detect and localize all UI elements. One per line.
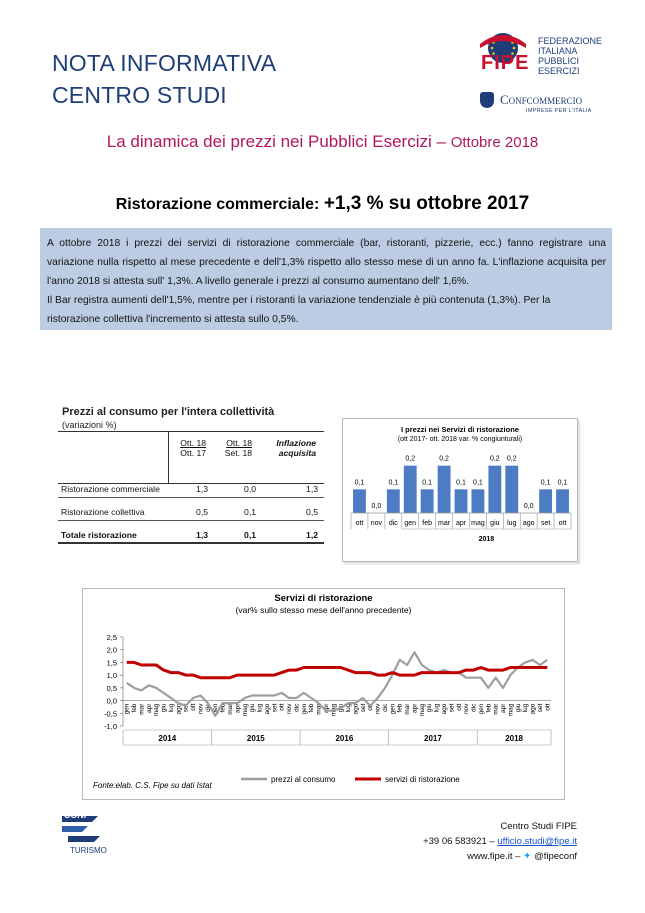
line-chart-x-tick-label: ott xyxy=(190,703,198,711)
bar-chart-bar xyxy=(404,466,417,513)
line-chart-x-tick-label: gen xyxy=(300,703,308,715)
line-chart-x-tick-label: ago xyxy=(263,703,271,715)
legend-label: prezzi al consumo xyxy=(271,775,336,784)
line-chart-y-tick-label: 2,0 xyxy=(106,645,117,655)
line-chart-x-tick-label: mar xyxy=(315,703,323,715)
subtitle-date: Ottobre 2018 xyxy=(450,134,539,151)
line-chart-x-tick-label: gen xyxy=(212,703,220,715)
line-chart-x-tick-label: feb xyxy=(485,703,493,713)
fipe-logo-caption: FEDERAZIONE ITALIANA PUBBLICI ESERCIZI xyxy=(538,36,603,76)
bar-chart-bar xyxy=(353,489,366,513)
bar-chart-data-label: 0,1 xyxy=(473,479,483,487)
header-title-line2: CENTRO STUDI xyxy=(52,82,227,108)
confcommercio-logo-text: Confcommercio xyxy=(500,92,583,107)
bar-chart-title: I prezzi nei Servizi di ristorazione xyxy=(401,425,519,434)
line-chart-x-tick-label: lug xyxy=(345,703,353,713)
line-chart-y-tick-label: 2,5 xyxy=(106,633,117,642)
line-chart-x-tick-label: apr xyxy=(234,703,242,713)
bar-chart-data-label: 0,1 xyxy=(388,479,399,487)
bar-chart-data-label: 0,2 xyxy=(506,455,517,463)
line-chart-x-tick-label: feb xyxy=(396,703,404,713)
line-chart-x-tick-label: giu xyxy=(249,703,257,713)
line-chart-y-tick-label: -0,5 xyxy=(104,709,117,719)
bar-chart-data-label: 0,1 xyxy=(354,479,365,487)
bar-chart-tick-label: ago xyxy=(522,520,535,527)
line-chart-subtitle: (var% sullo stesso mese dell'anno precedente) xyxy=(235,605,412,615)
bar-chart-data-label: 0,2 xyxy=(489,455,500,463)
bar-chart-tick-label: gen xyxy=(404,520,417,527)
line-chart-x-tick-label: apr xyxy=(411,703,419,713)
bar-chart-tick-label: feb xyxy=(422,520,433,527)
fipe-logo xyxy=(470,30,620,122)
line-chart-y-tick-label: 0,0 xyxy=(106,696,117,706)
line-chart-x-tick-label: giu xyxy=(426,703,434,713)
line-chart-x-tick-label: gen xyxy=(477,703,485,715)
bar-chart-panel xyxy=(342,418,578,562)
confcommercio-tagline: IMPRESE PER L'ITALIA xyxy=(526,108,592,114)
line-chart-x-tick-label: set xyxy=(182,703,190,713)
summary-paragraph-2: Il Bar registra aumenti dell'1,5%, mentre per i ristoranti la variazione tendenziale è più contenuta (1,3%). Per la ristorazione collettiva l'incremento si attesta sullo 0,5%. xyxy=(47,295,551,325)
bar-chart-bar xyxy=(455,489,468,513)
bar-chart-tick-label: apr xyxy=(455,520,467,527)
bar-chart-bar xyxy=(539,489,552,513)
confturismo-logo-text: TURISMO xyxy=(70,846,107,855)
confcommercio-emblem-icon xyxy=(480,92,494,108)
line-chart-year-label: 2018 xyxy=(505,734,524,743)
headline-label: Ristorazione commerciale: xyxy=(115,196,320,213)
line-chart-x-tick-label: nov xyxy=(374,703,382,715)
line-chart-x-tick-label: feb xyxy=(131,703,139,713)
line-chart-x-tick-label: ago xyxy=(352,703,360,715)
footer-web-twitter xyxy=(423,849,577,864)
line-chart-series-servizi-ristorazione xyxy=(127,662,548,677)
line-chart-x-tick-label: set xyxy=(536,703,544,713)
line-chart-x-tick-label: lug xyxy=(256,703,264,713)
bar-chart-bar xyxy=(421,489,434,513)
bar-chart-data-label: 0,1 xyxy=(557,479,568,487)
line-chart-x-tick-label: giu xyxy=(160,703,168,713)
line-chart xyxy=(83,589,564,799)
fipe-logo-text: FIPE xyxy=(481,52,530,74)
bar-chart-data-label: 0,0 xyxy=(523,503,534,510)
table-header-col1: Ott. 18 Ott. 17 xyxy=(180,438,206,458)
line-chart-x-tick-label: ott xyxy=(278,703,286,711)
line-chart-x-tick-label: dic xyxy=(470,703,478,712)
line-chart-x-tick-label: nov xyxy=(286,703,294,715)
bar-chart-tick-label: nov xyxy=(370,520,383,527)
table-header-col2: Ott. 18 Set. 18 xyxy=(224,438,252,458)
headline-value: +1,3 % su ottobre 2017 xyxy=(323,193,530,214)
line-chart-x-tick-label: ott xyxy=(544,703,552,711)
line-chart-x-tick-label: mag xyxy=(507,703,515,717)
line-chart-x-tick-label: mag xyxy=(418,703,426,717)
line-chart-x-tick-label: ago xyxy=(441,703,448,715)
line-chart-x-tick-label: set xyxy=(359,703,367,713)
bar-chart-bar xyxy=(488,466,501,513)
line-chart-x-tick-label: giu xyxy=(514,703,522,713)
line-chart-x-tick-label: mag xyxy=(153,703,161,717)
subtitle-main: La dinamica dei prezzi nei Pubblici Esercizi – xyxy=(106,132,446,151)
bar-chart-bar xyxy=(471,489,484,513)
line-chart-y-tick-label: 0,5 xyxy=(106,683,117,693)
line-chart-x-tick-label: dic xyxy=(293,703,301,712)
report-subtitle xyxy=(0,132,645,152)
bar-chart-data-label: 0,2 xyxy=(439,455,449,463)
line-chart-x-tick-label: mar xyxy=(404,703,412,715)
line-chart-x-tick-label: set xyxy=(271,703,279,713)
bar-chart-subtitle: (ott 2017- ott. 2018 var. % congiunturali) xyxy=(397,436,523,443)
chart-source: Fonte:elab. C.S. Fipe su dati Istat xyxy=(93,781,212,790)
bar-chart-bar xyxy=(505,466,518,513)
line-chart-x-tick-label: nov xyxy=(463,703,471,715)
line-chart-year-label: 2014 xyxy=(158,734,177,743)
table-header xyxy=(58,431,324,483)
twitter-icon: ✦ xyxy=(523,851,532,862)
bar-chart-tick-label: mag xyxy=(471,520,485,527)
confturismo-logo-conf: CONF xyxy=(64,810,90,820)
line-chart-x-tick-label: lug xyxy=(167,703,175,713)
bar-chart-tick-label: lug xyxy=(507,520,517,527)
line-chart-x-tick-label: giu xyxy=(337,703,345,713)
header-title-line1: NOTA INFORMATIVA xyxy=(52,50,277,76)
bar-chart-tick-label: ott xyxy=(355,520,364,527)
line-chart-x-tick-label: apr xyxy=(145,703,153,713)
line-chart-x-tick-label: ott xyxy=(367,703,375,711)
line-chart-x-tick-label: dic xyxy=(204,703,212,712)
line-chart-x-tick-label: mar xyxy=(227,703,234,715)
line-chart-x-tick-label: mar xyxy=(492,703,500,715)
footer-web-link[interactable]: www.fipe.it – xyxy=(467,851,521,862)
summary-box xyxy=(40,228,612,330)
line-chart-year-label: 2015 xyxy=(246,734,265,743)
headline xyxy=(0,193,645,215)
bar-chart-bar xyxy=(387,489,400,513)
line-chart-x-tick-label: gen xyxy=(389,703,397,715)
table-subtitle: (variazioni %) xyxy=(62,420,117,430)
bar-chart-data-label: 0,1 xyxy=(540,479,551,487)
line-chart-x-tick-label: gen xyxy=(123,703,131,715)
bar-chart-tick-label: giu xyxy=(490,520,500,527)
table-title: Prezzi al consumo per l'intera collettività xyxy=(62,406,275,418)
line-chart-y-tick-label: 1,0 xyxy=(106,671,117,681)
footer-contact xyxy=(423,819,577,864)
line-chart-x-tick-label: mag xyxy=(241,703,249,717)
line-chart-year-label: 2017 xyxy=(424,734,442,743)
bar-chart-data-label: 0,0 xyxy=(371,503,382,510)
bar-chart-tick-label: mar xyxy=(438,520,451,527)
line-chart-x-tick-label: lug xyxy=(433,703,441,713)
line-chart-x-tick-label: set xyxy=(448,703,456,713)
footer-phone-email: +39 06 583921 – ufficio.studi@fipe.it xyxy=(423,836,577,847)
line-chart-x-tick-label: ago xyxy=(175,703,183,715)
bar-chart-bar xyxy=(438,466,451,513)
line-chart-panel xyxy=(82,588,565,800)
line-chart-y-tick-label: 1,5 xyxy=(106,658,117,668)
bar-chart-data-label: 0,1 xyxy=(422,479,433,487)
bar-chart-year-label: 2018 xyxy=(478,536,495,543)
footer-org: Centro Studi FIPE xyxy=(500,821,577,832)
bar-chart-tick-label: set xyxy=(540,520,551,527)
line-chart-x-tick-label: lug xyxy=(522,703,530,713)
line-chart-x-tick-label: ago xyxy=(529,703,537,715)
line-chart-x-tick-label: mar xyxy=(138,703,146,715)
line-chart-x-tick-label: mag xyxy=(330,703,338,717)
footer-email-link[interactable]: ufficio.studi@fipe.it xyxy=(497,836,577,847)
summary-paragraph-1: A ottobre 2018 i prezzi dei servizi di ristorazione commerciale (bar, ristoranti, pizzerie, ecc.) fanno registrare una variazione nulla rispetto al mese precedente e dell'1,3% rispetto allo stesso mese di un anno fa. L'inflazione acquisita per l'anno 2018 si attesta sull' 1,3%. A livello generale i prezzi al consumo aumentano dell' 1,6%. xyxy=(47,238,606,287)
line-chart-x-tick-label: ott xyxy=(455,703,463,711)
line-chart-x-tick-label: apr xyxy=(500,703,508,713)
line-chart-year-label: 2016 xyxy=(335,734,354,743)
bar-chart xyxy=(343,419,577,561)
line-chart-x-tick-label: apr xyxy=(322,703,330,713)
bar-chart-tick-label: ott xyxy=(558,520,567,527)
line-chart-x-tick-label: feb xyxy=(308,703,316,713)
line-chart-y-tick-label: -1,0 xyxy=(104,722,117,731)
legend-label: servizi di ristorazione xyxy=(385,775,460,784)
line-chart-x-tick-label: dic xyxy=(381,703,389,712)
line-chart-title: Servizi di ristorazione xyxy=(274,593,373,604)
table-header-col3: Inflazione acquisita xyxy=(276,438,316,458)
line-chart-x-tick-label: feb xyxy=(219,703,227,713)
bar-chart-tick-label: dic xyxy=(388,520,398,527)
bar-chart-data-label: 0,2 xyxy=(405,455,416,463)
confturismo-logo xyxy=(58,808,118,860)
bar-chart-data-label: 0,1 xyxy=(456,479,466,487)
line-chart-x-tick-label: nov xyxy=(197,703,205,715)
footer-twitter-handle[interactable]: @fipeconf xyxy=(534,851,577,862)
bar-chart-bar xyxy=(556,489,569,513)
